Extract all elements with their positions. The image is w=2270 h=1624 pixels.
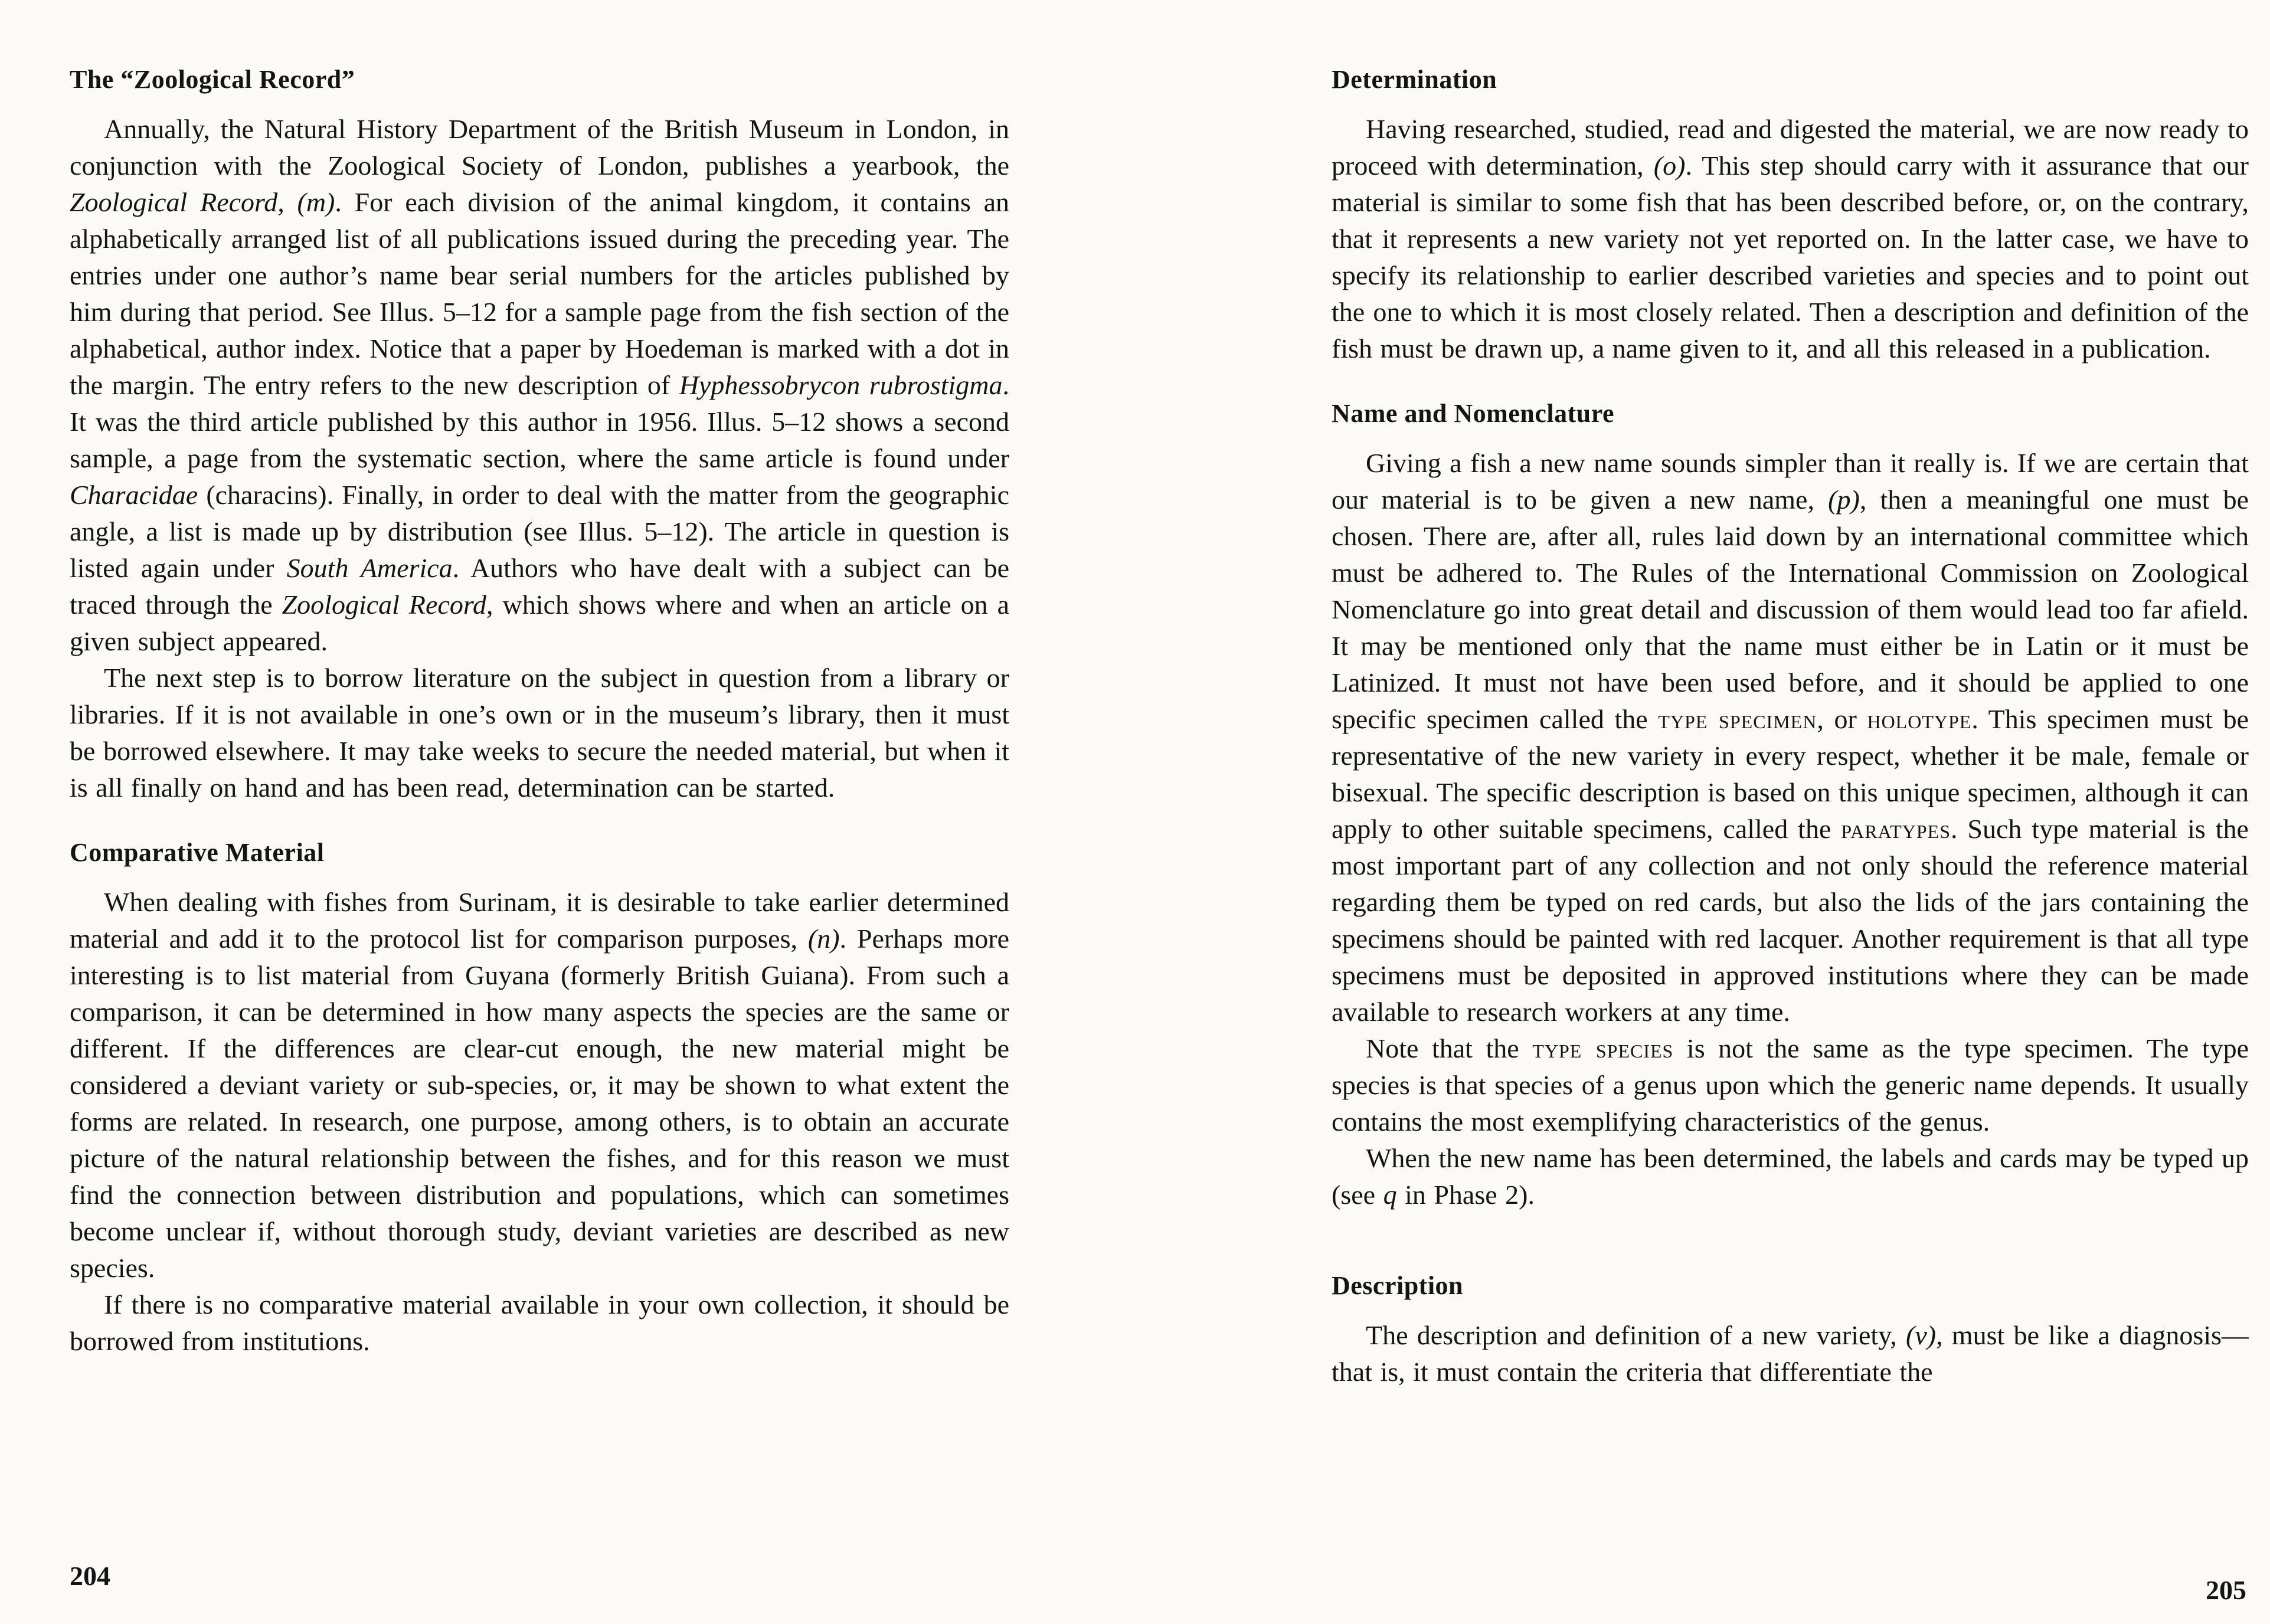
section-heading-name-and-nomenclature: Name and Nomenclature [1332, 399, 1614, 428]
page-number-left: 204 [70, 1561, 110, 1591]
section-heading-comparative-material: Comparative Material [70, 838, 325, 867]
text-run: holotype [1867, 704, 1972, 734]
text-run: , which shows where and when an article on a given subject appeared. [70, 590, 1009, 656]
paragraph [1332, 445, 2249, 1030]
text-run: type species [1532, 1033, 1674, 1063]
page-number-right: 205 [2206, 1575, 2246, 1605]
paragraph [1332, 1030, 2249, 1140]
text-run: If there is no comparative material available in your own collection, it should be borrowed from institutions. [70, 1289, 1009, 1356]
text-run: (p) [1828, 484, 1860, 515]
text-run: Characidae [70, 480, 198, 510]
text-run: is not the same as the type specimen. The type species is that species of a genus upon which the generic name depends. It usually contains the most exemplifying characteristics of the genus. [1332, 1033, 2249, 1137]
paragraph [70, 660, 1009, 806]
text-run: Having researched, studied, read and digested the material, we are now ready to proceed with determination, [1332, 114, 2249, 181]
text-run: The next step is to borrow literature on the subject in question from a library or libraries. If it is not available in one’s own or in the museum’s library, then it must be borrowed elsewhere. It may take weeks to secure the needed material, but when it is all finally on hand and has been read, determination can be started. [70, 663, 1009, 803]
paragraph [70, 111, 1009, 660]
text-run: . This specimen must be representative of the new variety in every respect, whether it be male, female or bisexual. The specific description is based on this unique specimen, although it can apply to other suitable specimens, called the [1332, 704, 2249, 844]
paragraph [1332, 1140, 2249, 1213]
text-run: The description and definition of a new variety, [1366, 1320, 1906, 1350]
text-run: (n) [807, 924, 840, 954]
text-run: . For each division of the animal kingdom, it contains an alphabetically arranged list of all publications issued during the preceding year. The entries under one author’s name bear serial numbers for the articles published by him during that period. See Illus. 5–12 for a sample page from the fish section of the alphabetical, author index. Notice that a paper by Hoedeman is marked with a dot in the margin. The entry refers to the new description of [70, 187, 1010, 400]
text-run: Zoological Record, (m) [70, 187, 335, 217]
text-run: Annually, the Natural History Department of the British Museum in London, in conjunction with the Zoological Society of London, publishes a yearbook, the [70, 114, 1009, 181]
section-heading-description: Description [1332, 1271, 1464, 1300]
section-heading-zoological-record: The “Zoological Record” [70, 65, 355, 94]
paragraph [1332, 1317, 2249, 1390]
page-left [70, 0, 1009, 1624]
text-run: , then a meaningful one must be chosen. There are, after all, rules laid down by an international committee which must be adhered to. The Rules of the International Commission on Zoological Nomenclature go into great detail and discussion of them would lead too far afield. It may be mentioned only that the name must either be in Latin or it must be Latinized. It must not have been used before, and it should be applied to one specific specimen called the [1332, 484, 2249, 734]
section-heading-determination: Determination [1332, 65, 1497, 94]
text-run: When the new name has been determined, the labels and cards may be typed up (see [1332, 1143, 2249, 1210]
text-run: Giving a fish a new name sounds simpler than it really is. If we are certain that our material is to be given a new name, [1332, 448, 2249, 515]
text-run: q [1383, 1180, 1397, 1210]
text-run: . Such type material is the most important part of any collection and not only should the reference material regarding them be typed on red cards, but also the lids of the jars containing the specimens should be painted with red lacquer. Another requirement is that all type specimens must be deposited in approved institutions where they can be made available to research workers at any time. [1332, 814, 2249, 1027]
paragraph [1332, 111, 2249, 367]
text-run: Note that the [1366, 1033, 1533, 1063]
text-run: . This step should carry with it assurance that our material is similar to some fish that has been described before, or, on the contrary, that it represents a new variety not yet reported on. In the latter case, we have to specify its relationship to earlier described varieties and species and to point out the one to which it is most closely related. Then a description and definition of the fish must be drawn up, a name given to it, and all this released in a publication. [1332, 150, 2249, 364]
text-run: , must be like a diagnosis—that is, it must contain the criteria that differentiate the [1332, 1320, 2249, 1387]
text-run: in Phase 2). [1396, 1180, 1535, 1210]
text-run: (v) [1906, 1320, 1937, 1350]
text-run: (characins). Finally, in order to deal with the matter from the geographic angle, a list is made up by distribution (see Illus. 5–12). The article in question is listed again under [70, 480, 1009, 583]
text-run: . Authors who have dealt with a subject can be traced through the [70, 553, 1009, 620]
text-run: When dealing with fishes from Surinam, it is desirable to take earlier determined material and add it to the protocol list for comparison purposes, [70, 887, 1009, 954]
text-run: type specimen [1658, 704, 1817, 734]
text-run: , or [1817, 704, 1867, 734]
text-run: paratypes [1841, 814, 1951, 844]
text-run: Zoological Record [282, 590, 487, 620]
text-run: . It was the third article published by this author in 1956. Illus. 5–12 shows a second sample, a page from the systematic section, where the same article is found under [70, 370, 1009, 473]
page-right [1332, 0, 2249, 1624]
text-run: (o) [1653, 150, 1686, 181]
text-run: Hyphessobrycon rubrostigma [679, 370, 1003, 400]
text-run: South America [286, 553, 453, 583]
text-run: . Perhaps more interesting is to list material from Guyana (formerly British Guiana). From such a comparison, it can be determined in how many aspects the species are the same or different. If the differences are clear-cut enough, the new material might be considered a deviant variety or sub-species, or, it may be shown to what extent the forms are related. In research, one purpose, among others, is to obtain an accurate picture of the natural relationship between the fishes, and for this reason we must find the connection between distribution and populations, which can sometimes become unclear if, without thorough study, deviant varieties are described as new species. [70, 924, 1010, 1283]
paragraph [70, 884, 1009, 1286]
paragraph [70, 1286, 1009, 1360]
